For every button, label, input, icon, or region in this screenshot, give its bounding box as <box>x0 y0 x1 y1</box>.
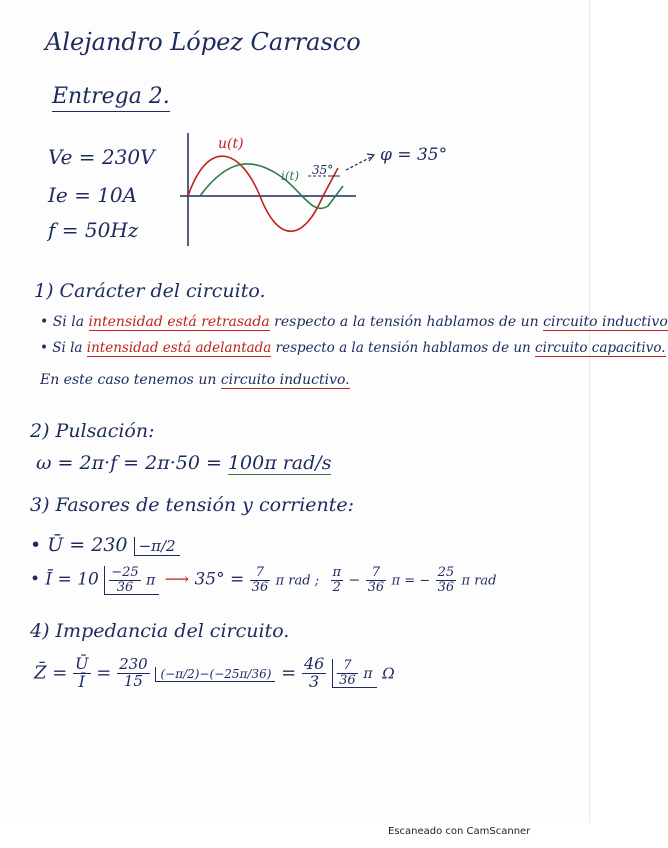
section2-formula: ω = 2π·f = 2π·50 = 100π rad/s <box>36 452 332 474</box>
given-frequency: f = 50Hz <box>48 218 139 242</box>
phi-arrow <box>346 156 373 170</box>
section1-line1: • Si la intensidad está retrasada respecto a la tensión hablamos de un circuito inductivo <box>40 314 668 330</box>
section2-title: 2) Pulsación: <box>30 420 155 442</box>
angle-label: 35° <box>312 163 334 177</box>
section1-title: 1) Carácter del circuito. <box>34 280 266 302</box>
section4-title: 4) Impedancia del circuito. <box>30 620 290 642</box>
phasor-i: • Ī = 10 $\frac{-25}{36}$ π ⟶ 35° = $\frac{7}{36}$ π rad ; $\frac{\pi}{2}$ − $\frac{7}{36}$ π = − $\frac{25}{36}$ π rad <box>30 565 497 595</box>
section1-line3: En este caso tenemos un circuito inductivo. <box>40 372 350 388</box>
phi-label: φ = 35° <box>380 145 448 165</box>
given-current: Ie = 10A <box>48 183 138 207</box>
section3-title: 3) Fasores de tensión y corriente: <box>30 494 355 516</box>
scanner-watermark: Escaneado con CamScanner <box>388 826 531 837</box>
phasor-u: • Ū = 230 −π/2 <box>30 534 180 556</box>
u-label: u(t) <box>218 136 244 152</box>
assignment-title: Entrega 2. <box>52 84 170 112</box>
given-voltage: Ve = 230V <box>48 145 155 169</box>
section1-line2: • Si la intensidad está adelantada respecto a la tensión hablamos de un circuito capacitivo. <box>40 340 666 356</box>
impedance-formula: Z̄ = $\frac{Ū}{Ī}$ = $\frac{230}{15}$ (−π/2)−(−25π/36) = $\frac{46}{3}$ $\frac{7}{36}$ π Ω <box>34 654 395 691</box>
i-label: i(t) <box>281 169 300 183</box>
waveform-graph <box>178 128 478 253</box>
author-name: Alejandro López Carrasco <box>45 28 361 56</box>
